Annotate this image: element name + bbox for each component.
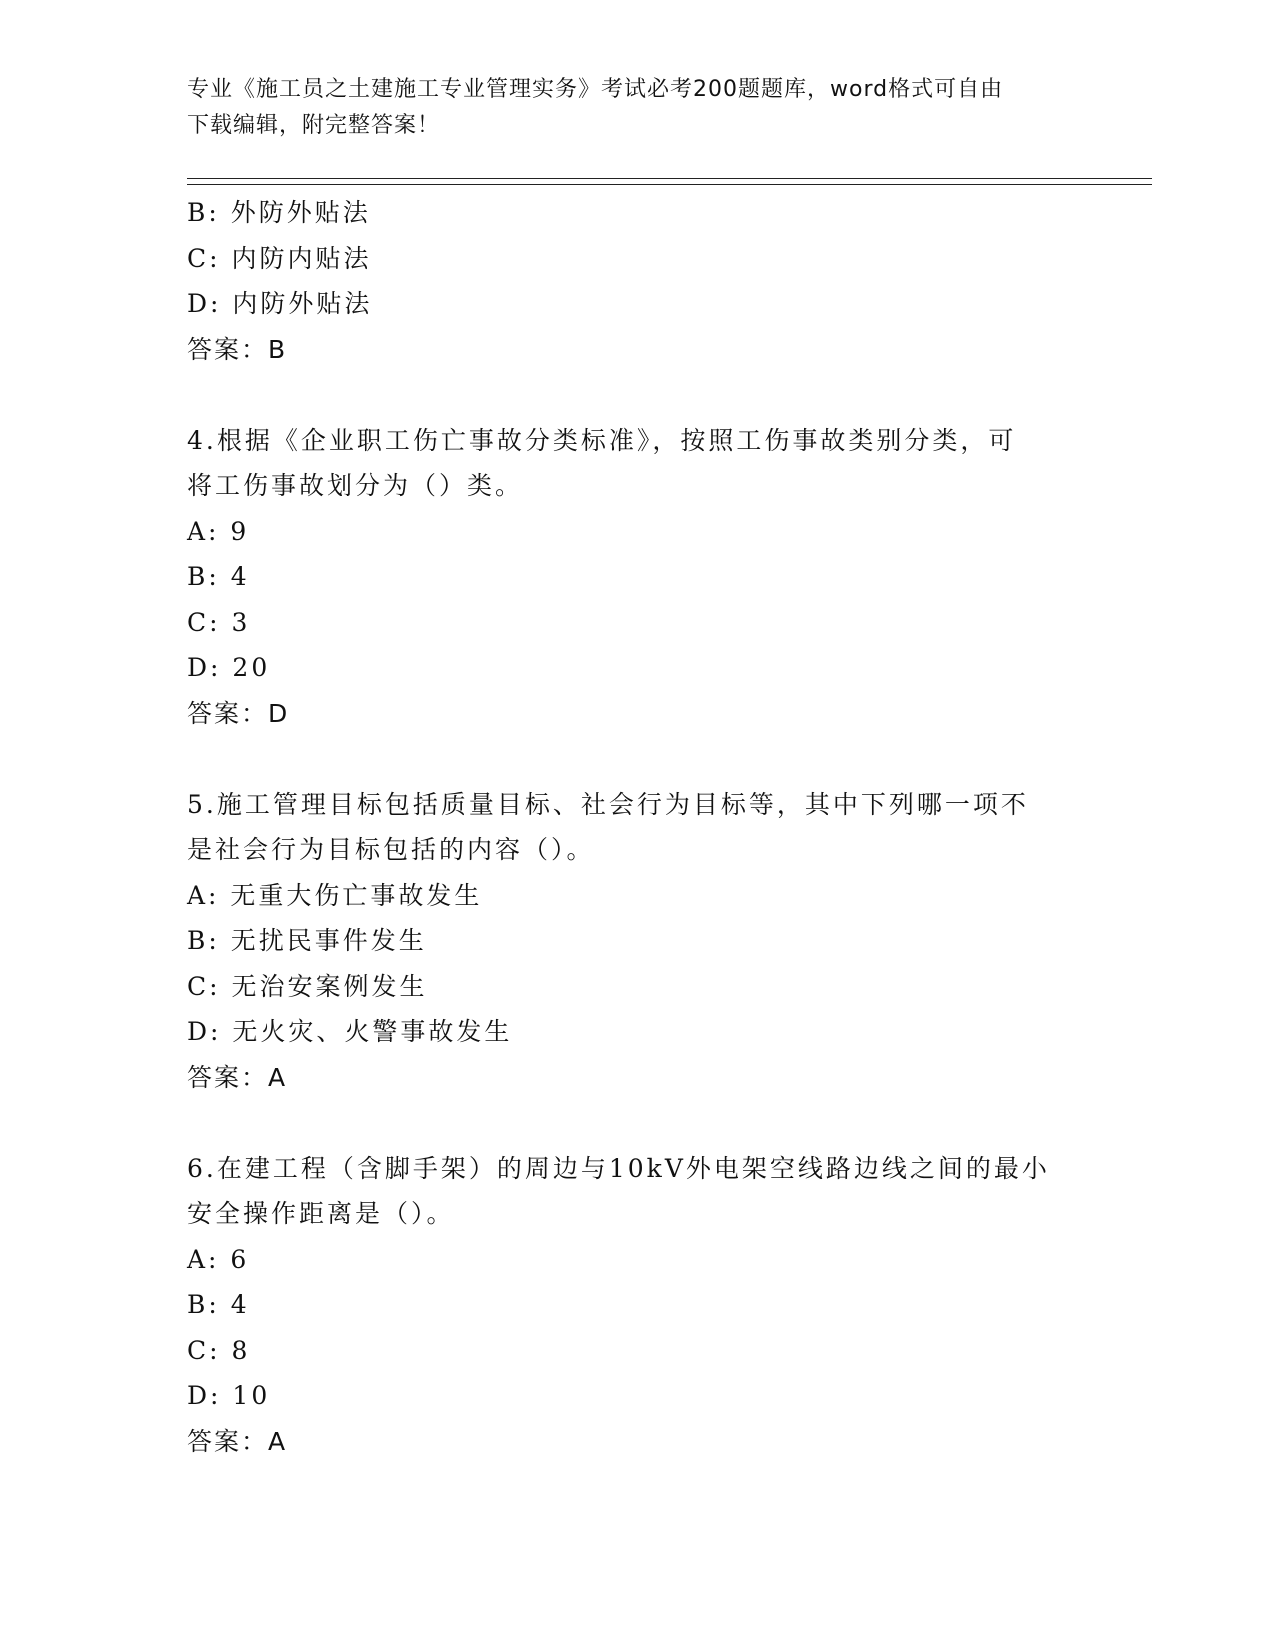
- question-stem-line: 将工伤事故划分为（）类。: [187, 471, 524, 500]
- option-d: D: 内防外贴法: [187, 289, 373, 318]
- question-block-5: [187, 782, 1087, 1101]
- option-c: C: 无治安案例发生: [187, 971, 428, 1001]
- header-line-2: 下载编辑，附完整答案！: [187, 113, 441, 138]
- header-line-1: 专业《施工员之土建施工专业管理实务》考试必考200题题库，word格式可自由: [187, 77, 1004, 102]
- option-a: A: 6: [187, 1244, 250, 1274]
- answer-line: 答案：D: [187, 698, 290, 728]
- question-stem-line: 4.根据《企业职工伤亡事故分类标准》，按照工伤事故类别分类，可: [187, 425, 1017, 455]
- option-c: C: 内防内贴法: [187, 243, 372, 273]
- answer-line: 答案：A: [187, 1426, 288, 1456]
- question-stem-line: 5.施工管理目标包括质量目标、社会行为目标等，其中下列哪一项不: [187, 789, 1029, 819]
- question-stem-line: 安全操作距离是（）。: [187, 1199, 455, 1228]
- header-divider-bottom: [187, 184, 1152, 185]
- question-block-6: [187, 1146, 1087, 1465]
- header-divider-top: [187, 178, 1152, 179]
- question-list: [187, 190, 1087, 1464]
- question-spacer: [187, 372, 1087, 418]
- option-b: B: 4: [187, 1290, 250, 1319]
- answer-line: 答案：B: [187, 334, 288, 364]
- option-d: D: 10: [187, 1381, 271, 1410]
- option-c: C: 8: [187, 1335, 251, 1365]
- option-d: D: 无火灾、火警事故发生: [187, 1017, 513, 1046]
- option-d: D: 20: [187, 653, 271, 682]
- option-c: C: 3: [187, 607, 251, 637]
- answer-line: 答案：A: [187, 1062, 288, 1092]
- question-spacer: [187, 1100, 1087, 1146]
- option-a: A: 无重大伤亡事故发生: [187, 880, 483, 910]
- question-block-3-continued: [187, 190, 1087, 372]
- question-stem-line: 6.在建工程（含脚手架）的周边与10kV外电架空线路边线之间的最小: [187, 1153, 1050, 1183]
- option-a: A: 9: [187, 516, 250, 546]
- question-block-4: [187, 418, 1087, 737]
- option-b: B: 4: [187, 562, 250, 591]
- document-header: [187, 72, 1067, 144]
- option-b: B: 无扰民事件发生: [187, 926, 427, 955]
- option-b: B: 外防外贴法: [187, 198, 371, 227]
- question-stem-line: 是社会行为目标包括的内容（）。: [187, 835, 595, 864]
- question-spacer: [187, 736, 1087, 782]
